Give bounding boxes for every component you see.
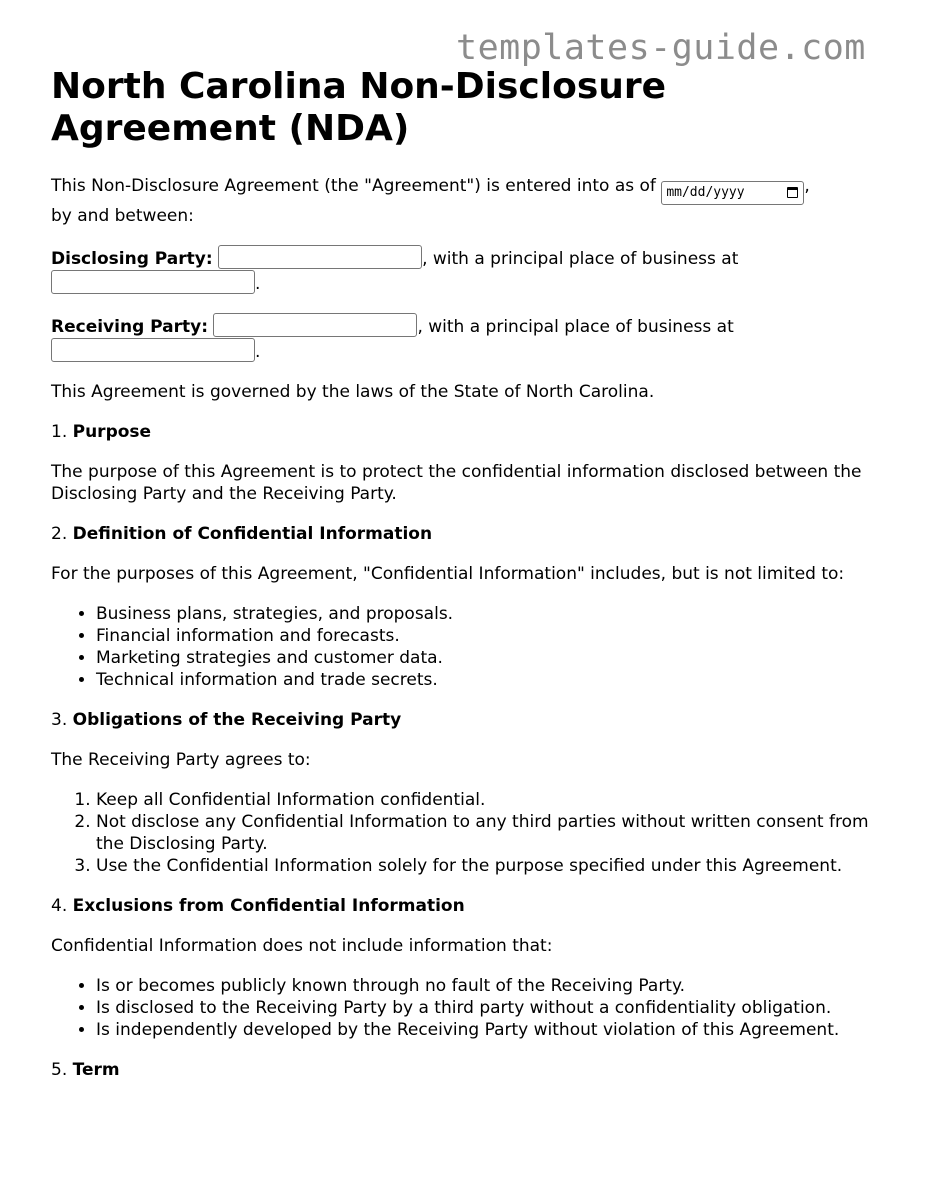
disclosing-party-text: , with a principal place of business at (422, 249, 739, 269)
receiving-party-address-input[interactable] (51, 338, 255, 362)
exclusions-list (51, 975, 881, 1041)
receiving-party-label: Receiving Party: (51, 317, 209, 337)
list-item: 1. Keep all Confidential Information confidential. (96, 789, 881, 811)
disclosing-party-label: Disclosing Party: (51, 249, 213, 269)
date-placeholder: mm/dd/yyyy (666, 185, 745, 200)
disclosing-party-address-input[interactable] (51, 270, 255, 294)
list-item: • Is or becomes publicly known through no fault of the Receiving Party. (96, 975, 881, 997)
list-item: 3. Use the Confidential Information solely for the purpose specified under this Agreement. (96, 855, 881, 877)
section-number: 4. (51, 896, 73, 916)
disclosing-party-name-input[interactable] (218, 245, 422, 269)
receiving-party-text: , with a principal place of business at (417, 317, 734, 337)
list-item: • Is independently developed by the Receiving Party without violation of this Agreement. (96, 1019, 881, 1041)
intro-text: This Non-Disclosure Agreement (the "Agreement") is entered into as of (51, 176, 662, 196)
section-purpose-heading (51, 421, 881, 443)
section-obligations-heading (51, 709, 881, 731)
list-item: 2. Not disclose any Confidential Information to any third parties without written consent from the Disclosing Party. (96, 811, 881, 855)
section-title: Obligations of the Receiving Party (72, 710, 402, 730)
obligations-list (51, 789, 881, 877)
section-number: 3. (51, 710, 73, 730)
intro-continuation: by and between: (51, 206, 194, 226)
section-definition-body: For the purposes of this Agreement, "Confidential Information" includes, but is not limited to: (51, 564, 845, 584)
watermark: templates-guide.com (456, 28, 866, 68)
section-definition-heading (51, 523, 881, 545)
section-obligations-body: The Receiving Party agrees to: (51, 750, 311, 770)
section-term-heading (51, 1059, 881, 1081)
section-number: 2. (51, 524, 73, 544)
agreement-date-input[interactable] (661, 181, 804, 205)
receiving-party-paragraph (51, 313, 881, 363)
section-title: Exclusions from Confidential Information (72, 896, 465, 916)
calendar-icon[interactable] (787, 187, 798, 198)
intro-comma: , (804, 176, 810, 196)
section-number: 5. (51, 1060, 73, 1080)
list-item: • Financial information and forecasts. (96, 625, 881, 647)
section-title: Purpose (72, 422, 152, 442)
definition-list (51, 603, 881, 691)
document (51, 66, 881, 1099)
list-item: • Is disclosed to the Receiving Party by a third party without a confidentiality obligation. (96, 997, 881, 1019)
section-exclusions-heading (51, 895, 881, 917)
section-title: Definition of Confidential Information (72, 524, 433, 544)
receiving-party-name-input[interactable] (213, 313, 417, 337)
intro-paragraph (51, 175, 881, 227)
section-title: Term (72, 1060, 120, 1080)
list-item: • Technical information and trade secrets. (96, 669, 881, 691)
governing-law-paragraph: This Agreement is governed by the laws of the State of North Carolina. (51, 382, 655, 402)
disclosing-party-paragraph (51, 245, 881, 295)
section-number: 1. (51, 422, 73, 442)
disclosing-party-period: . (255, 274, 261, 294)
receiving-party-period: . (255, 342, 261, 362)
section-purpose-body: The purpose of this Agreement is to protect the confidential information disclosed between the Disclosing Party and the Receiving Party. (51, 462, 862, 504)
page-title: North Carolina Non-Disclosure Agreement (NDA) (51, 66, 667, 149)
list-item: • Business plans, strategies, and proposals. (96, 603, 881, 625)
section-exclusions-body: Confidential Information does not include information that: (51, 936, 553, 956)
list-item: • Marketing strategies and customer data. (96, 647, 881, 669)
